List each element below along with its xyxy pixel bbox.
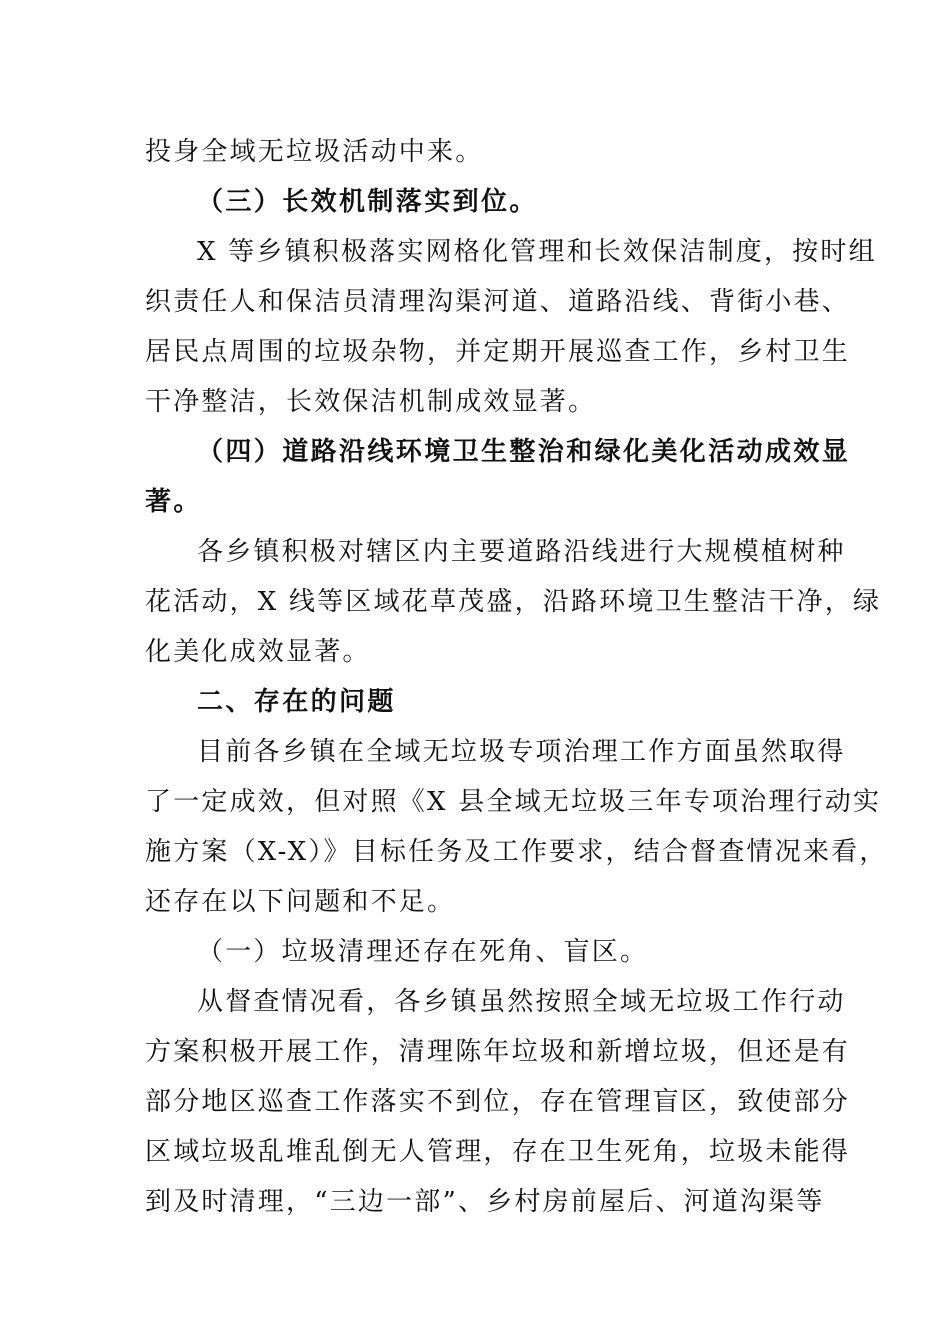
section-heading-4-cont: 著。 — [145, 487, 202, 517]
chapter-heading-2: 二、存在的问题 — [197, 687, 396, 717]
paragraph-line-9: 各乡镇积极对辖区内主要道路沿线进行大规模植树种 — [197, 537, 846, 567]
paragraph-line-21: 区域垃圾乱堆乱倒无人管理，存在卫生死角，垃圾未能得 — [145, 1137, 851, 1167]
paragraph-line-20: 部分地区巡查工作落实不到位，存在管理盲区，致使部分 — [145, 1087, 851, 1117]
paragraph-line-6: 干净整洁，长效保洁机制成效显著。 — [145, 387, 597, 417]
paragraph-line-3: X 等乡镇积极落实网格化管理和长效保洁制度，按时组 — [197, 237, 877, 267]
section-heading-3: （三）长效机制落实到位。 — [197, 187, 538, 217]
paragraph-line-11: 化美化成效显著。 — [145, 637, 371, 667]
paragraph-line-18: 从督查情况看，各乡镇虽然按照全域无垃圾工作行动 — [197, 987, 846, 1017]
paragraph-line-13: 目前各乡镇在全域无垃圾专项治理工作方面虽然取得 — [197, 737, 846, 767]
paragraph-line-16: 还存在以下问题和不足。 — [145, 887, 456, 917]
section-heading-4: （四）道路沿线环境卫生整治和绿化美化活动成效显 — [197, 437, 851, 467]
paragraph-line-22: 到及时清理，“三边一部”、乡村房前屋后、河道沟渠等 — [145, 1187, 825, 1217]
paragraph-line-14: 了一定成效，但对照《X 县全域无垃圾三年专项治理行动实 — [145, 787, 882, 817]
subheading-1: （一）垃圾清理还存在死角、盲区。 — [197, 937, 649, 967]
paragraph-line-4: 织责任人和保洁员清理沟渠河道、道路沿线、背街小巷、 — [145, 287, 851, 317]
paragraph-line-1: 投身全域无垃圾活动中来。 — [145, 137, 484, 167]
paragraph-line-5: 居民点周围的垃圾杂物，并定期开展巡查工作，乡村卫生 — [145, 337, 851, 367]
paragraph-line-19: 方案积极开展工作，清理陈年垃圾和新增垃圾，但还是有 — [145, 1037, 851, 1067]
paragraph-line-15: 施方案（X-X）》目标任务及工作要求，结合督查情况来看， — [145, 837, 888, 867]
paragraph-line-10: 花活动，X 线等区域花草茂盛，沿路环境卫生整洁干净，绿 — [145, 587, 882, 617]
